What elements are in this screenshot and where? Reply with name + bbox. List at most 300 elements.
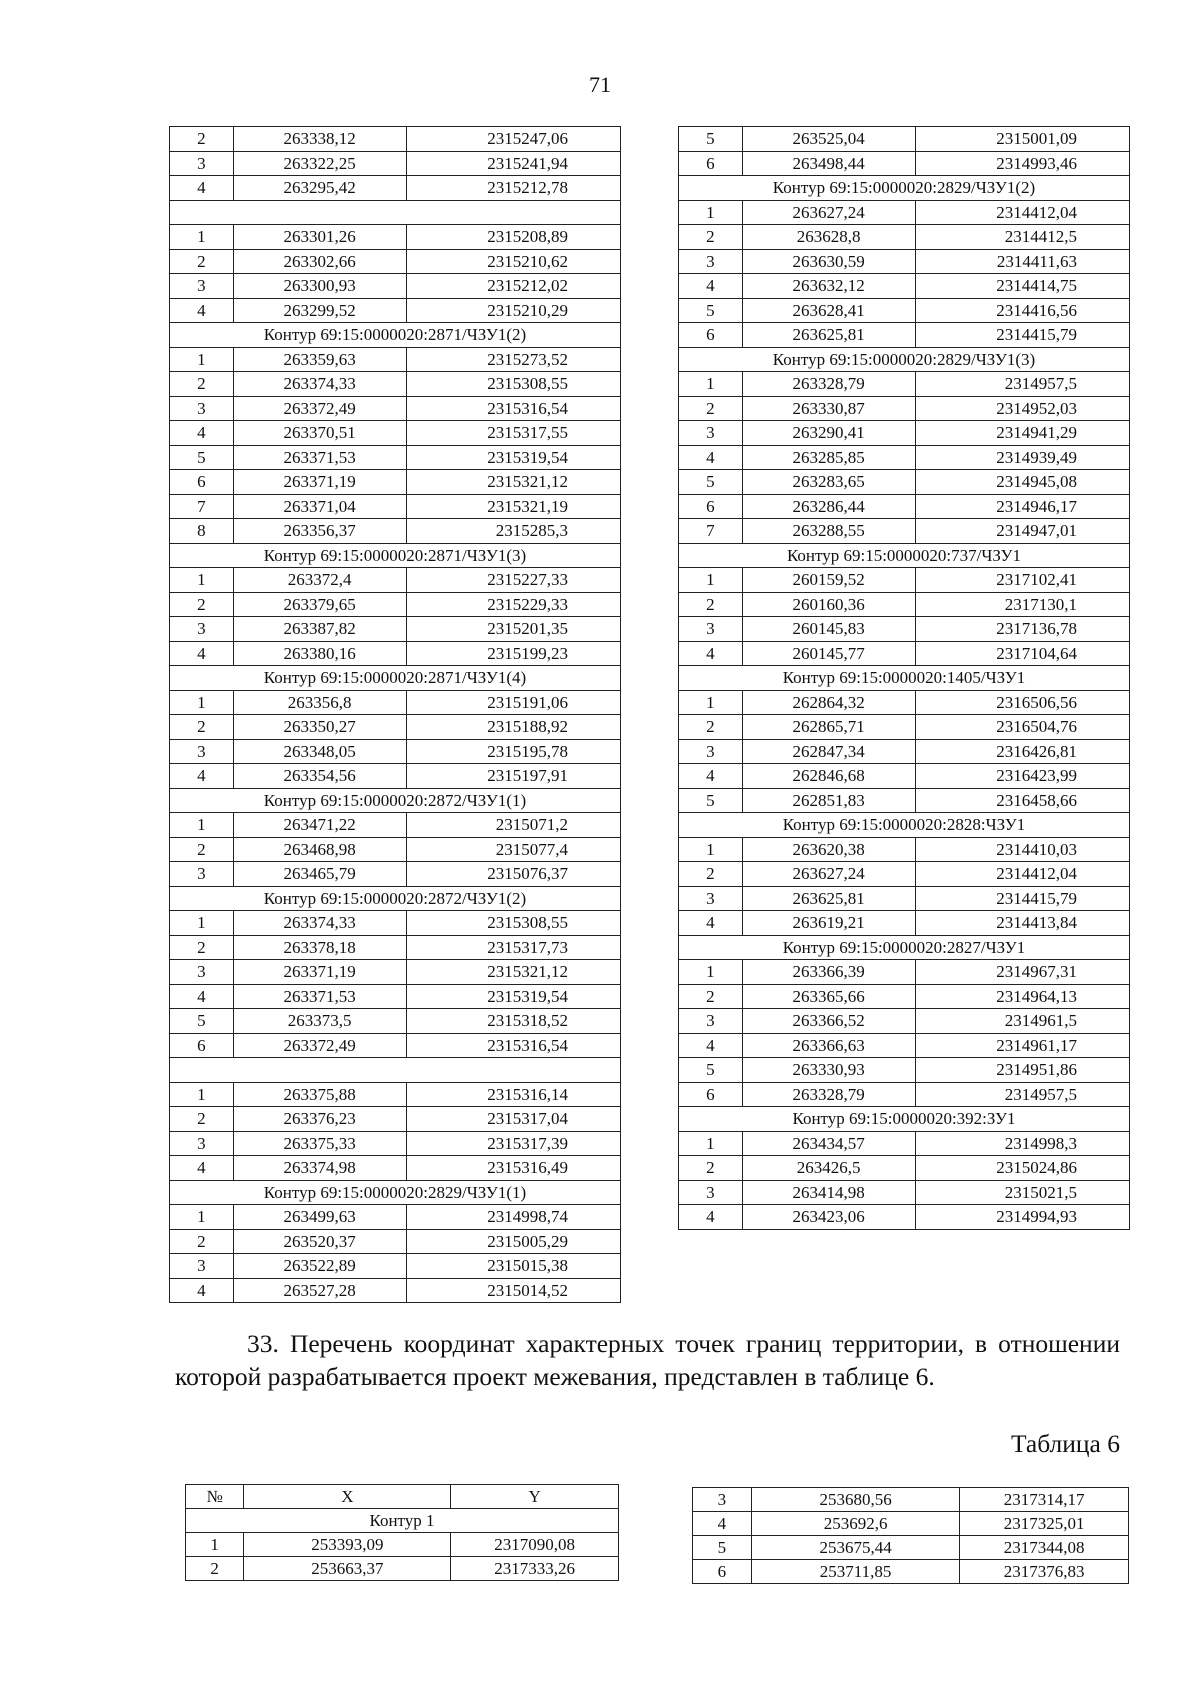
point-number-cell: 5: [693, 1536, 752, 1560]
y-coordinate-cell: 2315308,55: [406, 911, 620, 936]
y-coordinate-cell: 2315077,4: [406, 837, 620, 862]
x-coordinate-cell: 263375,33: [233, 1131, 406, 1156]
x-coordinate-cell: 263525,04: [742, 127, 915, 152]
table-row: [186, 1533, 619, 1557]
y-coordinate-cell: 2315321,12: [406, 960, 620, 985]
x-coordinate-cell: 263434,57: [742, 1131, 915, 1156]
table-6-right: [692, 1487, 1129, 1584]
point-number-cell: 3: [170, 960, 234, 985]
y-coordinate-cell: 2314415,79: [915, 323, 1129, 348]
point-number-cell: 6: [693, 1560, 752, 1584]
y-coordinate-cell: 2315210,29: [406, 298, 620, 323]
table-row: [170, 617, 621, 642]
contour-header-row: [679, 1107, 1130, 1132]
x-coordinate-cell: 263370,51: [233, 421, 406, 446]
table-row: [170, 592, 621, 617]
point-number-cell: 1: [679, 837, 743, 862]
y-coordinate-cell: 2314946,17: [915, 494, 1129, 519]
x-coordinate-cell: 263625,81: [742, 886, 915, 911]
point-number-cell: 2: [679, 862, 743, 887]
table-row: [186, 1557, 619, 1581]
point-number-cell: 5: [679, 788, 743, 813]
y-coordinate-cell: 2316458,66: [915, 788, 1129, 813]
contour-header-row: [170, 543, 621, 568]
point-number-cell: 3: [170, 1254, 234, 1279]
y-coordinate-cell: 2317333,26: [451, 1557, 619, 1581]
contour-header: Контур 69:15:0000020:2872/ЧЗУ1(1): [170, 788, 621, 813]
x-coordinate-cell: 263627,24: [742, 862, 915, 887]
point-number-cell: 1: [679, 960, 743, 985]
x-coordinate-cell: 263372,49: [233, 1033, 406, 1058]
y-coordinate-cell: 2316506,56: [915, 690, 1129, 715]
y-coordinate-cell: 2315191,06: [406, 690, 620, 715]
contour-header-row: [170, 1058, 621, 1083]
table-row: [679, 470, 1130, 495]
contour-header-row: [679, 347, 1130, 372]
y-coordinate-cell: 2314945,08: [915, 470, 1129, 495]
point-number-cell: 2: [170, 127, 234, 152]
y-coordinate-cell: 2315316,49: [406, 1156, 620, 1181]
point-number-cell: 3: [679, 617, 743, 642]
point-number-cell: 4: [693, 1512, 752, 1536]
y-coordinate-cell: 2314947,01: [915, 519, 1129, 544]
x-coordinate-cell: 263414,98: [742, 1180, 915, 1205]
x-coordinate-cell: 263371,04: [233, 494, 406, 519]
table-row: [170, 249, 621, 274]
column-header-number: №: [186, 1485, 244, 1509]
table-row: [679, 690, 1130, 715]
y-coordinate-cell: 2315317,04: [406, 1107, 620, 1132]
contour-header-row: [170, 886, 621, 911]
table-row: [170, 1033, 621, 1058]
table-row: [693, 1536, 1129, 1560]
contour-header-row: [170, 1180, 621, 1205]
y-coordinate-cell: 2314994,93: [915, 1205, 1129, 1230]
contour-header-row: [186, 1509, 619, 1533]
y-coordinate-cell: 2315318,52: [406, 1009, 620, 1034]
table-row: [170, 1107, 621, 1132]
y-coordinate-cell: 2314998,74: [406, 1205, 620, 1230]
table-6-right-body: [693, 1488, 1129, 1584]
y-coordinate-cell: 2314961,17: [915, 1033, 1129, 1058]
y-coordinate-cell: 2314412,04: [915, 862, 1129, 887]
point-number-cell: 4: [679, 445, 743, 470]
y-coordinate-cell: 2317325,01: [960, 1512, 1129, 1536]
y-coordinate-cell: 2316423,99: [915, 764, 1129, 789]
point-number-cell: 1: [186, 1533, 244, 1557]
table-row: [679, 862, 1130, 887]
table-row: [679, 421, 1130, 446]
point-number-cell: 1: [170, 1082, 234, 1107]
table-row: [679, 592, 1130, 617]
x-coordinate-cell: 263366,63: [742, 1033, 915, 1058]
point-number-cell: 4: [679, 764, 743, 789]
point-number-cell: 3: [693, 1488, 752, 1512]
table-row: [170, 225, 621, 250]
x-coordinate-cell: 263379,65: [233, 592, 406, 617]
y-coordinate-cell: 2314967,31: [915, 960, 1129, 985]
table-row: [693, 1488, 1129, 1512]
point-number-cell: 5: [679, 298, 743, 323]
table-6-left-body: [186, 1509, 619, 1581]
point-number-cell: 4: [679, 1205, 743, 1230]
x-coordinate-cell: 263328,79: [742, 372, 915, 397]
point-number-cell: 5: [679, 1058, 743, 1083]
table-row: [170, 1229, 621, 1254]
point-number-cell: 4: [170, 764, 234, 789]
point-number-cell: 4: [679, 274, 743, 299]
coordinates-table-right-body: [679, 127, 1130, 1230]
table-row: [679, 1156, 1130, 1181]
x-coordinate-cell: 263373,5: [233, 1009, 406, 1034]
point-number-cell: 8: [170, 519, 234, 544]
table-row: [170, 470, 621, 495]
x-coordinate-cell: 262846,68: [742, 764, 915, 789]
x-coordinate-cell: 260145,83: [742, 617, 915, 642]
coordinates-table-left: [169, 126, 621, 1303]
table-row: [170, 396, 621, 421]
point-number-cell: 4: [170, 1156, 234, 1181]
table-row: [679, 886, 1130, 911]
table-row: [679, 1205, 1130, 1230]
contour-header: Контур 69:15:0000020:1405/ЧЗУ1: [679, 666, 1130, 691]
point-number-cell: 2: [170, 1107, 234, 1132]
x-coordinate-cell: 262847,34: [742, 739, 915, 764]
y-coordinate-cell: 2315188,92: [406, 715, 620, 740]
point-number-cell: 2: [679, 225, 743, 250]
y-coordinate-cell: 2314952,03: [915, 396, 1129, 421]
table-row: [693, 1512, 1129, 1536]
table-row: [679, 715, 1130, 740]
point-number-cell: 3: [679, 739, 743, 764]
table-row: [679, 617, 1130, 642]
contour-header: Контур 69:15:0000020:2829/ЧЗУ1(2): [679, 176, 1130, 201]
point-number-cell: 4: [170, 641, 234, 666]
x-coordinate-cell: 263378,18: [233, 935, 406, 960]
x-coordinate-cell: 263375,88: [233, 1082, 406, 1107]
x-coordinate-cell: 263290,41: [742, 421, 915, 446]
x-coordinate-cell: 263328,79: [742, 1082, 915, 1107]
y-coordinate-cell: 2317136,78: [915, 617, 1129, 642]
y-coordinate-cell: 2315321,19: [406, 494, 620, 519]
y-coordinate-cell: 2315316,54: [406, 396, 620, 421]
table-row: [679, 298, 1130, 323]
table-row: [170, 347, 621, 372]
x-coordinate-cell: 263359,63: [233, 347, 406, 372]
table-row: [170, 372, 621, 397]
x-coordinate-cell: 260160,36: [742, 592, 915, 617]
point-number-cell: 3: [170, 274, 234, 299]
table-row: [679, 1131, 1130, 1156]
y-coordinate-cell: 2315021,5: [915, 1180, 1129, 1205]
y-coordinate-cell: 2314412,5: [915, 225, 1129, 250]
point-number-cell: 3: [170, 396, 234, 421]
table-row: [170, 862, 621, 887]
x-coordinate-cell: 263498,44: [742, 151, 915, 176]
table-row: [679, 225, 1130, 250]
y-coordinate-cell: 2315308,55: [406, 372, 620, 397]
x-coordinate-cell: 263366,52: [742, 1009, 915, 1034]
x-coordinate-cell: 263301,26: [233, 225, 406, 250]
point-number-cell: 7: [679, 519, 743, 544]
y-coordinate-cell: 2315241,94: [406, 151, 620, 176]
contour-header: Контур 69:15:0000020:2827/ЧЗУ1: [679, 935, 1130, 960]
x-coordinate-cell: 263330,87: [742, 396, 915, 421]
point-number-cell: 3: [679, 1009, 743, 1034]
table-row: [679, 519, 1130, 544]
point-number-cell: 3: [679, 249, 743, 274]
x-coordinate-cell: 253711,85: [751, 1560, 960, 1584]
y-coordinate-cell: 2315316,14: [406, 1082, 620, 1107]
y-coordinate-cell: 2317130,1: [915, 592, 1129, 617]
table-6-left: [185, 1484, 619, 1581]
table-row: [170, 1156, 621, 1181]
x-coordinate-cell: 263338,12: [233, 127, 406, 152]
y-coordinate-cell: 2315024,86: [915, 1156, 1129, 1181]
point-number-cell: 1: [170, 911, 234, 936]
y-coordinate-cell: 2315319,54: [406, 445, 620, 470]
x-coordinate-cell: 263302,66: [233, 249, 406, 274]
point-number-cell: 6: [679, 151, 743, 176]
table-row: [170, 568, 621, 593]
table-row: [679, 960, 1130, 985]
table-row: [170, 1278, 621, 1303]
y-coordinate-cell: 2315014,52: [406, 1278, 620, 1303]
table-row: [679, 764, 1130, 789]
x-coordinate-cell: 253692,6: [751, 1512, 960, 1536]
table-row: [170, 274, 621, 299]
table-row: [679, 788, 1130, 813]
table-row: [170, 298, 621, 323]
y-coordinate-cell: 2317344,08: [960, 1536, 1129, 1560]
x-coordinate-cell: 263520,37: [233, 1229, 406, 1254]
x-coordinate-cell: 263322,25: [233, 151, 406, 176]
x-coordinate-cell: 260159,52: [742, 568, 915, 593]
table-row: [693, 1560, 1129, 1584]
coordinates-table-left-body: [170, 127, 621, 1303]
y-coordinate-cell: 2314415,79: [915, 886, 1129, 911]
x-coordinate-cell: 263426,5: [742, 1156, 915, 1181]
table-row: [170, 641, 621, 666]
table-row: [679, 911, 1130, 936]
table-row: [170, 421, 621, 446]
x-coordinate-cell: 263365,66: [742, 984, 915, 1009]
contour-header: Контур 69:15:0000020:2871/ЧЗУ1(3): [170, 543, 621, 568]
table-header-row: [186, 1485, 619, 1509]
x-coordinate-cell: 263423,06: [742, 1205, 915, 1230]
contour-header: Контур 69:15:0000020:2828:ЧЗУ1: [679, 813, 1130, 838]
y-coordinate-cell: 2314416,56: [915, 298, 1129, 323]
table-row: [170, 176, 621, 201]
x-coordinate-cell: 263387,82: [233, 617, 406, 642]
contour-header: Контур 69:15:0000020:737/ЧЗУ1: [679, 543, 1130, 568]
table-row: [170, 837, 621, 862]
point-number-cell: 2: [170, 1229, 234, 1254]
point-number-cell: 6: [679, 323, 743, 348]
x-coordinate-cell: 263625,81: [742, 323, 915, 348]
table-row: [170, 1082, 621, 1107]
x-coordinate-cell: 263465,79: [233, 862, 406, 887]
y-coordinate-cell: 2315210,62: [406, 249, 620, 274]
x-coordinate-cell: 263350,27: [233, 715, 406, 740]
table-row: [170, 1131, 621, 1156]
y-coordinate-cell: 2315015,38: [406, 1254, 620, 1279]
y-coordinate-cell: 2315285,3: [406, 519, 620, 544]
point-number-cell: 4: [170, 984, 234, 1009]
contour-header-row: [679, 935, 1130, 960]
contour-header-row: [679, 666, 1130, 691]
point-number-cell: 2: [170, 935, 234, 960]
x-coordinate-cell: 263300,93: [233, 274, 406, 299]
y-coordinate-cell: 2314951,86: [915, 1058, 1129, 1083]
table-row: [170, 739, 621, 764]
x-coordinate-cell: 253680,56: [751, 1488, 960, 1512]
table-row: [679, 200, 1130, 225]
x-coordinate-cell: 263299,52: [233, 298, 406, 323]
y-coordinate-cell: 2315316,54: [406, 1033, 620, 1058]
table-row: [679, 372, 1130, 397]
x-coordinate-cell: 263356,37: [233, 519, 406, 544]
y-coordinate-cell: 2315001,09: [915, 127, 1129, 152]
x-coordinate-cell: 263330,93: [742, 1058, 915, 1083]
table-row: [679, 984, 1130, 1009]
y-coordinate-cell: 2315201,35: [406, 617, 620, 642]
x-coordinate-cell: 263295,42: [233, 176, 406, 201]
y-coordinate-cell: 2315273,52: [406, 347, 620, 372]
x-coordinate-cell: 263348,05: [233, 739, 406, 764]
point-number-cell: 2: [170, 837, 234, 862]
contour-header: Контур 69:15:0000020:2829/ЧЗУ1(1): [170, 1180, 621, 1205]
y-coordinate-cell: 2317314,17: [960, 1488, 1129, 1512]
y-coordinate-cell: 2315317,73: [406, 935, 620, 960]
y-coordinate-cell: 2314957,5: [915, 1082, 1129, 1107]
table-row: [679, 1082, 1130, 1107]
point-number-cell: 5: [170, 1009, 234, 1034]
x-coordinate-cell: 263380,16: [233, 641, 406, 666]
y-coordinate-cell: 2315319,54: [406, 984, 620, 1009]
x-coordinate-cell: 263527,28: [233, 1278, 406, 1303]
table-row: [679, 445, 1130, 470]
x-coordinate-cell: 262864,32: [742, 690, 915, 715]
y-coordinate-cell: 2315321,12: [406, 470, 620, 495]
point-number-cell: 1: [679, 372, 743, 397]
contour-header-row: [679, 813, 1130, 838]
y-coordinate-cell: 2314412,04: [915, 200, 1129, 225]
y-coordinate-cell: 2317090,08: [451, 1533, 619, 1557]
point-number-cell: 4: [170, 298, 234, 323]
x-coordinate-cell: 263374,98: [233, 1156, 406, 1181]
point-number-cell: 4: [170, 1278, 234, 1303]
contour-header: Контур 1: [186, 1509, 619, 1533]
contour-header: Контур 69:15:0000020:2872/ЧЗУ1(2): [170, 886, 621, 911]
x-coordinate-cell: 263619,21: [742, 911, 915, 936]
table-row: [679, 1058, 1130, 1083]
y-coordinate-cell: 2314957,5: [915, 372, 1129, 397]
point-number-cell: 2: [170, 372, 234, 397]
point-number-cell: 2: [679, 715, 743, 740]
x-coordinate-cell: 262851,83: [742, 788, 915, 813]
y-coordinate-cell: 2316504,76: [915, 715, 1129, 740]
y-coordinate-cell: 2314993,46: [915, 151, 1129, 176]
table-row: [170, 1009, 621, 1034]
contour-header-row: [679, 176, 1130, 201]
y-coordinate-cell: 2317376,83: [960, 1560, 1129, 1584]
page-number: 71: [589, 72, 611, 97]
contour-header: Контур 69:15:0000020:2871/ЧЗУ1(2): [170, 323, 621, 348]
y-coordinate-cell: 2315071,2: [406, 813, 620, 838]
x-coordinate-cell: 263286,44: [742, 494, 915, 519]
point-number-cell: 2: [170, 715, 234, 740]
x-coordinate-cell: 263371,53: [233, 984, 406, 1009]
x-coordinate-cell: 263288,55: [742, 519, 915, 544]
table-row: [679, 396, 1130, 421]
table-row: [679, 1009, 1130, 1034]
y-coordinate-cell: 2314413,84: [915, 911, 1129, 936]
y-coordinate-cell: 2314411,63: [915, 249, 1129, 274]
x-coordinate-cell: 263371,19: [233, 470, 406, 495]
x-coordinate-cell: 263499,63: [233, 1205, 406, 1230]
y-coordinate-cell: 2315212,02: [406, 274, 620, 299]
table-row: [170, 151, 621, 176]
contour-header-row: [170, 666, 621, 691]
table-row: [170, 127, 621, 152]
point-number-cell: 5: [679, 127, 743, 152]
x-coordinate-cell: 263374,33: [233, 911, 406, 936]
y-coordinate-cell: 2315208,89: [406, 225, 620, 250]
y-coordinate-cell: 2314964,13: [915, 984, 1129, 1009]
contour-header: Контур 69:15:0000020:2871/ЧЗУ1(4): [170, 666, 621, 691]
table-row: [170, 960, 621, 985]
table-caption: Таблица 6: [1010, 1429, 1120, 1458]
x-coordinate-cell: 263372,49: [233, 396, 406, 421]
table-row: [679, 249, 1130, 274]
x-coordinate-cell: 263628,8: [742, 225, 915, 250]
table-row: [679, 274, 1130, 299]
x-coordinate-cell: 262865,71: [742, 715, 915, 740]
table-row: [679, 127, 1130, 152]
table-row: [679, 1033, 1130, 1058]
x-coordinate-cell: 263471,22: [233, 813, 406, 838]
point-number-cell: 1: [170, 225, 234, 250]
table-row: [679, 1180, 1130, 1205]
x-coordinate-cell: 263371,53: [233, 445, 406, 470]
contour-header: [170, 200, 621, 225]
point-number-cell: 1: [170, 347, 234, 372]
y-coordinate-cell: 2315247,06: [406, 127, 620, 152]
table-row: [170, 445, 621, 470]
contour-header-row: [170, 200, 621, 225]
table-row: [170, 984, 621, 1009]
point-number-cell: 3: [679, 886, 743, 911]
y-coordinate-cell: 2315229,33: [406, 592, 620, 617]
y-coordinate-cell: 2317104,64: [915, 641, 1129, 666]
table-row: [679, 837, 1130, 862]
point-number-cell: 4: [679, 1033, 743, 1058]
contour-header-row: [679, 543, 1130, 568]
point-number-cell: 2: [679, 592, 743, 617]
table-row: [170, 911, 621, 936]
x-coordinate-cell: 263366,39: [742, 960, 915, 985]
y-coordinate-cell: 2315076,37: [406, 862, 620, 887]
point-number-cell: 3: [679, 1180, 743, 1205]
point-number-cell: 2: [679, 396, 743, 421]
point-number-cell: 3: [170, 862, 234, 887]
x-coordinate-cell: 263620,38: [742, 837, 915, 862]
x-coordinate-cell: 263283,65: [742, 470, 915, 495]
point-number-cell: 1: [679, 690, 743, 715]
point-number-cell: 3: [170, 1131, 234, 1156]
column-header-y: Y: [451, 1485, 619, 1509]
